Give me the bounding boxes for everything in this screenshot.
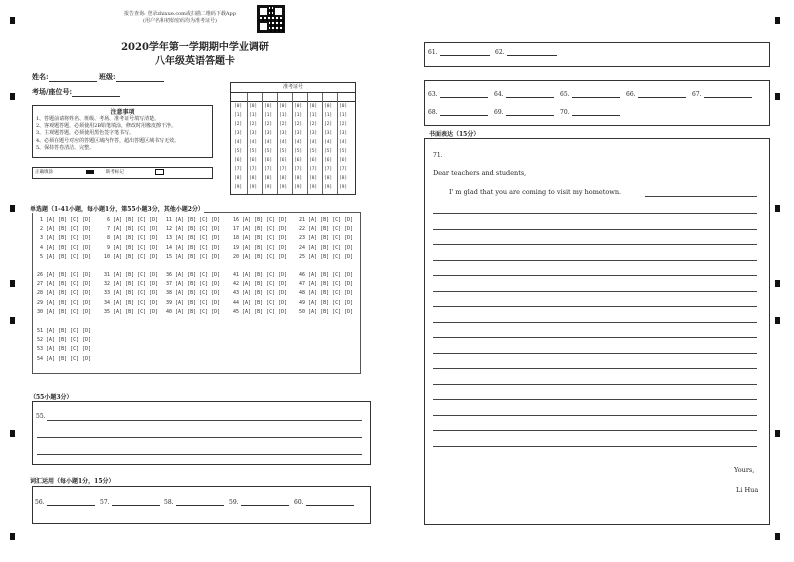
mc-question-40[interactable]: 40 [A] [B] [C] [D] — [166, 308, 221, 315]
exam-id-bubble[interactable]: [6] — [234, 158, 243, 163]
exam-id-bubble[interactable]: [4] — [294, 140, 303, 145]
writing-line[interactable] — [645, 196, 757, 197]
notice-title: 注意事项 — [110, 109, 135, 116]
exam-id-bubble[interactable]: [5] — [309, 149, 318, 154]
mc-question-24[interactable]: 24 [A] [B] [C] [D] — [299, 244, 354, 251]
exam-id-bubble[interactable]: [9] — [279, 185, 288, 190]
header-note — [110, 11, 250, 25]
exam-id-column-divider — [337, 93, 338, 194]
exam-id-column-divider — [262, 93, 263, 194]
q61-62-box[interactable] — [424, 42, 770, 67]
registration-mark — [775, 317, 780, 324]
exam-id-bubble[interactable]: [0] — [234, 104, 243, 109]
exam-id-bubble[interactable]: [4] — [339, 140, 348, 145]
item-66[interactable]: 66. — [626, 91, 686, 98]
exam-id-bubble[interactable]: [2] — [309, 122, 318, 127]
exam-id-bubble[interactable]: [8] — [264, 176, 273, 181]
exam-id-bubble[interactable]: [4] — [324, 140, 333, 145]
fill-example-box — [32, 167, 213, 179]
exam-id-bubble[interactable]: [0] — [324, 104, 333, 109]
mc-question-27[interactable]: 27 [A] [B] [C] [D] — [37, 281, 92, 288]
mc-question-48[interactable]: 48 [A] [B] [C] [D] — [299, 290, 354, 297]
vocab-item-60[interactable]: 60. — [294, 499, 354, 506]
exam-id-bubble[interactable]: [3] — [294, 131, 303, 136]
registration-mark — [775, 17, 780, 24]
item-70[interactable]: 70. — [560, 109, 620, 116]
exam-id-column-divider — [277, 93, 278, 194]
exam-id-bubble[interactable]: [9] — [294, 185, 303, 190]
notice-item: 5、保持答卷清洁、完整。 — [36, 144, 95, 151]
missing-mark-box[interactable] — [155, 169, 164, 175]
exam-id-bubble[interactable]: [9] — [234, 185, 243, 190]
exam-id-bubble[interactable]: [0] — [264, 104, 273, 109]
exam-id-bubble[interactable]: [2] — [234, 122, 243, 127]
exam-id-bubble[interactable]: [2] — [264, 122, 273, 127]
exam-id-bubble[interactable]: [4] — [249, 140, 258, 145]
mc-question-2[interactable]: 2 [A] [B] [C] [D] — [37, 226, 92, 233]
exam-id-bubble[interactable]: [8] — [324, 176, 333, 181]
mc-question-23[interactable]: 23 [A] [B] [C] [D] — [299, 235, 354, 242]
exam-id-title: 准考证号 — [231, 83, 355, 93]
mc-question-54[interactable]: 54 [A] [B] [C] [D] — [37, 355, 92, 362]
exam-id-bubble[interactable]: [8] — [309, 176, 318, 181]
mc-question-6[interactable]: 6 [A] [B] [C] [D] — [104, 217, 159, 223]
exam-id-bubble[interactable]: [1] — [279, 113, 288, 118]
mc-question-43[interactable]: 43 [A] [B] [C] [D] — [233, 290, 288, 297]
registration-mark — [10, 93, 15, 100]
exam-id-bubble[interactable]: [0] — [249, 104, 258, 109]
exam-id-box — [230, 82, 356, 195]
writing-line[interactable] — [433, 260, 757, 261]
writing-opening: I' m glad that you are coming to visit my hometown. — [449, 188, 622, 196]
registration-mark — [10, 17, 15, 24]
exam-id-bubble[interactable]: [9] — [324, 185, 333, 190]
mc-question-46[interactable]: 46 [A] [B] [C] [D] — [299, 272, 354, 278]
vocab-section-title: 词汇运用（每小题1分，15分） — [30, 478, 115, 485]
mc-question-33[interactable]: 33 [A] [B] [C] [D] — [104, 290, 159, 297]
exam-id-bubble[interactable]: [2] — [249, 122, 258, 127]
exam-id-bubble[interactable]: [9] — [309, 185, 318, 190]
writing-line[interactable] — [433, 306, 757, 307]
writing-line[interactable] — [433, 322, 757, 323]
exam-id-bubble[interactable]: [1] — [234, 113, 243, 118]
mc-question-41[interactable]: 41 [A] [B] [C] [D] — [233, 272, 288, 278]
exam-id-bubble[interactable]: [5] — [294, 149, 303, 154]
registration-mark — [10, 280, 15, 287]
exam-id-bubble[interactable]: [7] — [234, 167, 243, 172]
exam-id-bubble[interactable]: [8] — [339, 176, 348, 181]
notice-item: 4、必须在题号对应的答题区域内作答，超出答题区域书写无效。 — [36, 137, 180, 144]
notice-item: 3、主观题答题，必须使用黑色签字笔书写。 — [36, 130, 135, 137]
exam-id-bubble[interactable]: [9] — [339, 185, 348, 190]
mc-question-39[interactable]: 39 [A] [B] [C] [D] — [166, 299, 221, 306]
exam-id-bubble[interactable]: [0] — [279, 104, 288, 109]
item-61[interactable]: 61. — [428, 49, 490, 56]
class-label: 班级: — [99, 72, 116, 81]
mc-question-26[interactable]: 26 [A] [B] [C] [D] — [37, 272, 92, 278]
exam-id-bubble[interactable]: [6] — [264, 158, 273, 163]
name-label: 姓名: — [32, 72, 49, 81]
exam-id-bubble[interactable]: [3] — [264, 131, 273, 136]
notice-box — [32, 105, 213, 158]
exam-id-bubble[interactable]: [9] — [264, 185, 273, 190]
exam-id-bubble[interactable]: [2] — [294, 122, 303, 127]
q63-70-box[interactable] — [424, 80, 770, 126]
header-note-line2: (用户名和初始密码均为准考证号) — [143, 18, 217, 24]
mc-question-53[interactable]: 53 [A] [B] [C] [D] — [37, 346, 92, 353]
mc-question-47[interactable]: 47 [A] [B] [C] [D] — [299, 281, 354, 288]
mc-question-37[interactable]: 37 [A] [B] [C] [D] — [166, 281, 221, 288]
exam-id-bubble[interactable]: [0] — [309, 104, 318, 109]
mc-question-11[interactable]: 11 [A] [B] [C] [D] — [166, 217, 221, 223]
name-field[interactable] — [32, 72, 164, 82]
writing-line[interactable] — [433, 384, 757, 385]
page-subtitle: 八年级英语答题卡 — [155, 56, 235, 67]
exam-id-bubble[interactable]: [7] — [324, 167, 333, 172]
registration-mark — [10, 533, 15, 540]
exam-id-bubble[interactable]: [6] — [339, 158, 348, 163]
mc-question-18[interactable]: 18 [A] [B] [C] [D] — [233, 235, 288, 242]
filled-mark-icon — [86, 170, 94, 174]
registration-mark — [775, 533, 780, 540]
exam-id-bubble[interactable]: [7] — [339, 167, 348, 172]
writing-qnum: 71. — [433, 152, 443, 159]
writing-line[interactable] — [433, 399, 757, 400]
mc-question-28[interactable]: 28 [A] [B] [C] [D] — [37, 290, 92, 297]
exam-id-bubble[interactable]: [7] — [279, 167, 288, 172]
exam-id-bubble[interactable]: [2] — [324, 122, 333, 127]
vocab-item-59[interactable]: 59. — [229, 499, 289, 506]
mc-question-3[interactable]: 3 [A] [B] [C] [D] — [37, 235, 92, 242]
exam-id-bubble[interactable]: [6] — [309, 158, 318, 163]
mc-question-21[interactable]: 21 [A] [B] [C] [D] — [299, 217, 354, 223]
mc-question-20[interactable]: 20 [A] [B] [C] [D] — [233, 253, 288, 260]
mc-question-19[interactable]: 19 [A] [B] [C] [D] — [233, 244, 288, 251]
mc-question-22[interactable]: 22 [A] [B] [C] [D] — [299, 226, 354, 233]
missing-mark-label: 缺考标记 — [105, 170, 124, 175]
exam-seat-field[interactable] — [32, 87, 120, 97]
exam-id-bubble[interactable]: [8] — [234, 176, 243, 181]
exam-id-bubble[interactable]: [6] — [294, 158, 303, 163]
writing-line[interactable] — [433, 368, 757, 369]
q55-answer-box[interactable] — [32, 401, 371, 465]
mc-question-29[interactable]: 29 [A] [B] [C] [D] — [37, 299, 92, 306]
mc-question-36[interactable]: 36 [A] [B] [C] [D] — [166, 272, 221, 278]
item-65[interactable]: 65. — [560, 91, 620, 98]
mc-question-7[interactable]: 7 [A] [B] [C] [D] — [104, 226, 159, 233]
exam-id-bubble[interactable]: [5] — [324, 149, 333, 154]
mc-question-34[interactable]: 34 [A] [B] [C] [D] — [104, 299, 159, 306]
exam-id-bubble[interactable]: [1] — [324, 113, 333, 118]
exam-id-bubble[interactable]: [0] — [294, 104, 303, 109]
mc-question-49[interactable]: 49 [A] [B] [C] [D] — [299, 299, 354, 306]
exam-id-bubble[interactable]: [7] — [309, 167, 318, 172]
exam-id-bubble[interactable]: [3] — [309, 131, 318, 136]
correct-fill-label: 正确填涂 — [35, 170, 53, 175]
exam-id-bubble[interactable]: [9] — [249, 185, 258, 190]
exam-id-bubble[interactable]: [4] — [309, 140, 318, 145]
exam-id-bubble[interactable]: [7] — [294, 167, 303, 172]
mc-question-52[interactable]: 52 [A] [B] [C] [D] — [37, 337, 92, 344]
mc-question-44[interactable]: 44 [A] [B] [C] [D] — [233, 299, 288, 306]
writing-section-title: 书面表达（15分） — [429, 131, 480, 138]
item-63[interactable]: 63. — [428, 91, 488, 98]
mc-question-5[interactable]: 5 [A] [B] [C] [D] — [37, 253, 92, 260]
mc-question-31[interactable]: 31 [A] [B] [C] [D] — [104, 272, 159, 278]
writing-closing: Yours, — [734, 466, 755, 474]
exam-id-bubble[interactable]: [4] — [234, 140, 243, 145]
mc-question-17[interactable]: 17 [A] [B] [C] [D] — [233, 226, 288, 233]
registration-mark — [775, 93, 780, 100]
exam-id-bubble[interactable]: [2] — [339, 122, 348, 127]
exam-id-bubble[interactable]: [3] — [339, 131, 348, 136]
vocab-item-58[interactable]: 58. — [164, 499, 224, 506]
mc-question-25[interactable]: 25 [A] [B] [C] [D] — [299, 253, 354, 260]
mc-question-42[interactable]: 42 [A] [B] [C] [D] — [233, 281, 288, 288]
exam-id-bubble[interactable]: [5] — [279, 149, 288, 154]
writing-answer-box[interactable] — [424, 138, 770, 525]
header-note-line1: 报告查询: 登录zhixue.com或扫描二维码下载App — [124, 11, 236, 17]
q55-label: 55. — [36, 413, 46, 420]
item-64[interactable]: 64. — [494, 91, 554, 98]
mc-question-12[interactable]: 12 [A] [B] [C] [D] — [166, 226, 221, 233]
exam-id-bubble[interactable]: [8] — [294, 176, 303, 181]
page-title: 2020学年第一学期期中学业调研 — [121, 42, 269, 53]
exam-id-bubble[interactable]: [4] — [279, 140, 288, 145]
vocab-item-56[interactable]: 56. — [35, 499, 95, 506]
notice-item: 2、客观题答题，必须使用2B铅笔填涂，修改时用橡皮擦干净。 — [36, 123, 177, 130]
exam-id-bubble[interactable]: [0] — [339, 104, 348, 109]
mc-question-1[interactable]: 1 [A] [B] [C] [D] — [37, 217, 92, 223]
mc-question-35[interactable]: 35 [A] [B] [C] [D] — [104, 308, 159, 315]
exam-id-bubble[interactable]: [5] — [264, 149, 273, 154]
writing-line[interactable] — [433, 275, 757, 276]
exam-id-bubble[interactable]: [8] — [279, 176, 288, 181]
mc-question-38[interactable]: 38 [A] [B] [C] [D] — [166, 290, 221, 297]
exam-id-bubble[interactable]: [5] — [234, 149, 243, 154]
mc-question-8[interactable]: 8 [A] [B] [C] [D] — [104, 235, 159, 242]
mc-section-title: 单选题（1-41小题，每小题1分，第55小题3分，其他小题2分） — [30, 206, 204, 213]
mc-question-14[interactable]: 14 [A] [B] [C] [D] — [166, 244, 221, 251]
writing-line[interactable] — [433, 229, 757, 230]
exam-id-bubble[interactable]: [3] — [324, 131, 333, 136]
exam-id-column-divider — [247, 93, 248, 194]
mc-question-16[interactable]: 16 [A] [B] [C] [D] — [233, 217, 288, 223]
item-69[interactable]: 69. — [494, 109, 554, 116]
mc-question-13[interactable]: 13 [A] [B] [C] [D] — [166, 235, 221, 242]
writing-line[interactable] — [433, 337, 757, 338]
mc-question-32[interactable]: 32 [A] [B] [C] [D] — [104, 281, 159, 288]
registration-mark — [10, 317, 15, 324]
qr-code-icon — [257, 5, 285, 33]
mc-question-10[interactable]: 10 [A] [B] [C] [D] — [104, 253, 159, 260]
mc-question-30[interactable]: 30 [A] [B] [C] [D] — [37, 308, 92, 315]
exam-id-bubble[interactable]: [5] — [249, 149, 258, 154]
exam-id-column-divider — [292, 93, 293, 194]
registration-mark — [775, 430, 780, 437]
exam-id-column-divider — [322, 93, 323, 194]
writing-signature: Li Hua — [736, 486, 759, 494]
mc-question-50[interactable]: 50 [A] [B] [C] [D] — [299, 308, 354, 315]
mc-question-9[interactable]: 9 [A] [B] [C] [D] — [104, 244, 159, 251]
registration-mark — [775, 205, 780, 212]
registration-mark — [775, 280, 780, 287]
exam-seat-label: 考场/座位号: — [32, 87, 73, 96]
registration-mark — [10, 205, 15, 212]
exam-id-bubble[interactable]: [1] — [309, 113, 318, 118]
mc-question-45[interactable]: 45 [A] [B] [C] [D] — [233, 308, 288, 315]
exam-id-column-divider — [307, 93, 308, 194]
exam-id-bubble[interactable]: [1] — [339, 113, 348, 118]
item-68[interactable]: 68. — [428, 109, 488, 116]
mc-question-15[interactable]: 15 [A] [B] [C] [D] — [166, 253, 221, 260]
writing-line[interactable] — [433, 244, 757, 245]
writing-line[interactable] — [433, 213, 757, 214]
exam-id-bubble[interactable]: [3] — [279, 131, 288, 136]
exam-id-bubble[interactable]: [1] — [264, 113, 273, 118]
exam-id-bubble[interactable]: [1] — [249, 113, 258, 118]
exam-id-bubble[interactable]: [5] — [339, 149, 348, 154]
exam-id-bubble[interactable]: [8] — [249, 176, 258, 181]
exam-id-bubble[interactable]: [3] — [234, 131, 243, 136]
exam-id-bubble[interactable]: [7] — [264, 167, 273, 172]
registration-mark — [10, 430, 15, 437]
exam-id-bubble[interactable]: [6] — [249, 158, 258, 163]
mc-question-4[interactable]: 4 [A] [B] [C] [D] — [37, 244, 92, 251]
exam-id-bubble[interactable]: [6] — [324, 158, 333, 163]
writing-line[interactable] — [433, 353, 757, 354]
mc-question-51[interactable]: 51 [A] [B] [C] [D] — [37, 328, 92, 334]
writing-line[interactable] — [433, 291, 757, 292]
writing-line[interactable] — [433, 430, 757, 431]
vocab-item-57[interactable]: 57. — [100, 499, 160, 506]
writing-line[interactable] — [433, 415, 757, 416]
writing-line[interactable] — [433, 446, 757, 447]
exam-id-bubble[interactable]: [6] — [279, 158, 288, 163]
exam-id-bubble[interactable]: [1] — [294, 113, 303, 118]
exam-id-bubble[interactable]: [4] — [264, 140, 273, 145]
item-67[interactable]: 67. — [692, 91, 752, 98]
exam-id-bubble[interactable]: [7] — [249, 167, 258, 172]
q55-section-title: （55小题3分） — [30, 394, 73, 401]
exam-id-bubble[interactable]: [3] — [249, 131, 258, 136]
exam-id-bubble[interactable]: [2] — [279, 122, 288, 127]
vocab-answer-box[interactable] — [32, 486, 371, 524]
notice-item: 1、答题前请将姓名、班级、考场、准考证号填写清楚。 — [36, 116, 160, 122]
item-62[interactable]: 62. — [495, 49, 557, 56]
writing-greeting: Dear teachers and students, — [433, 169, 527, 177]
